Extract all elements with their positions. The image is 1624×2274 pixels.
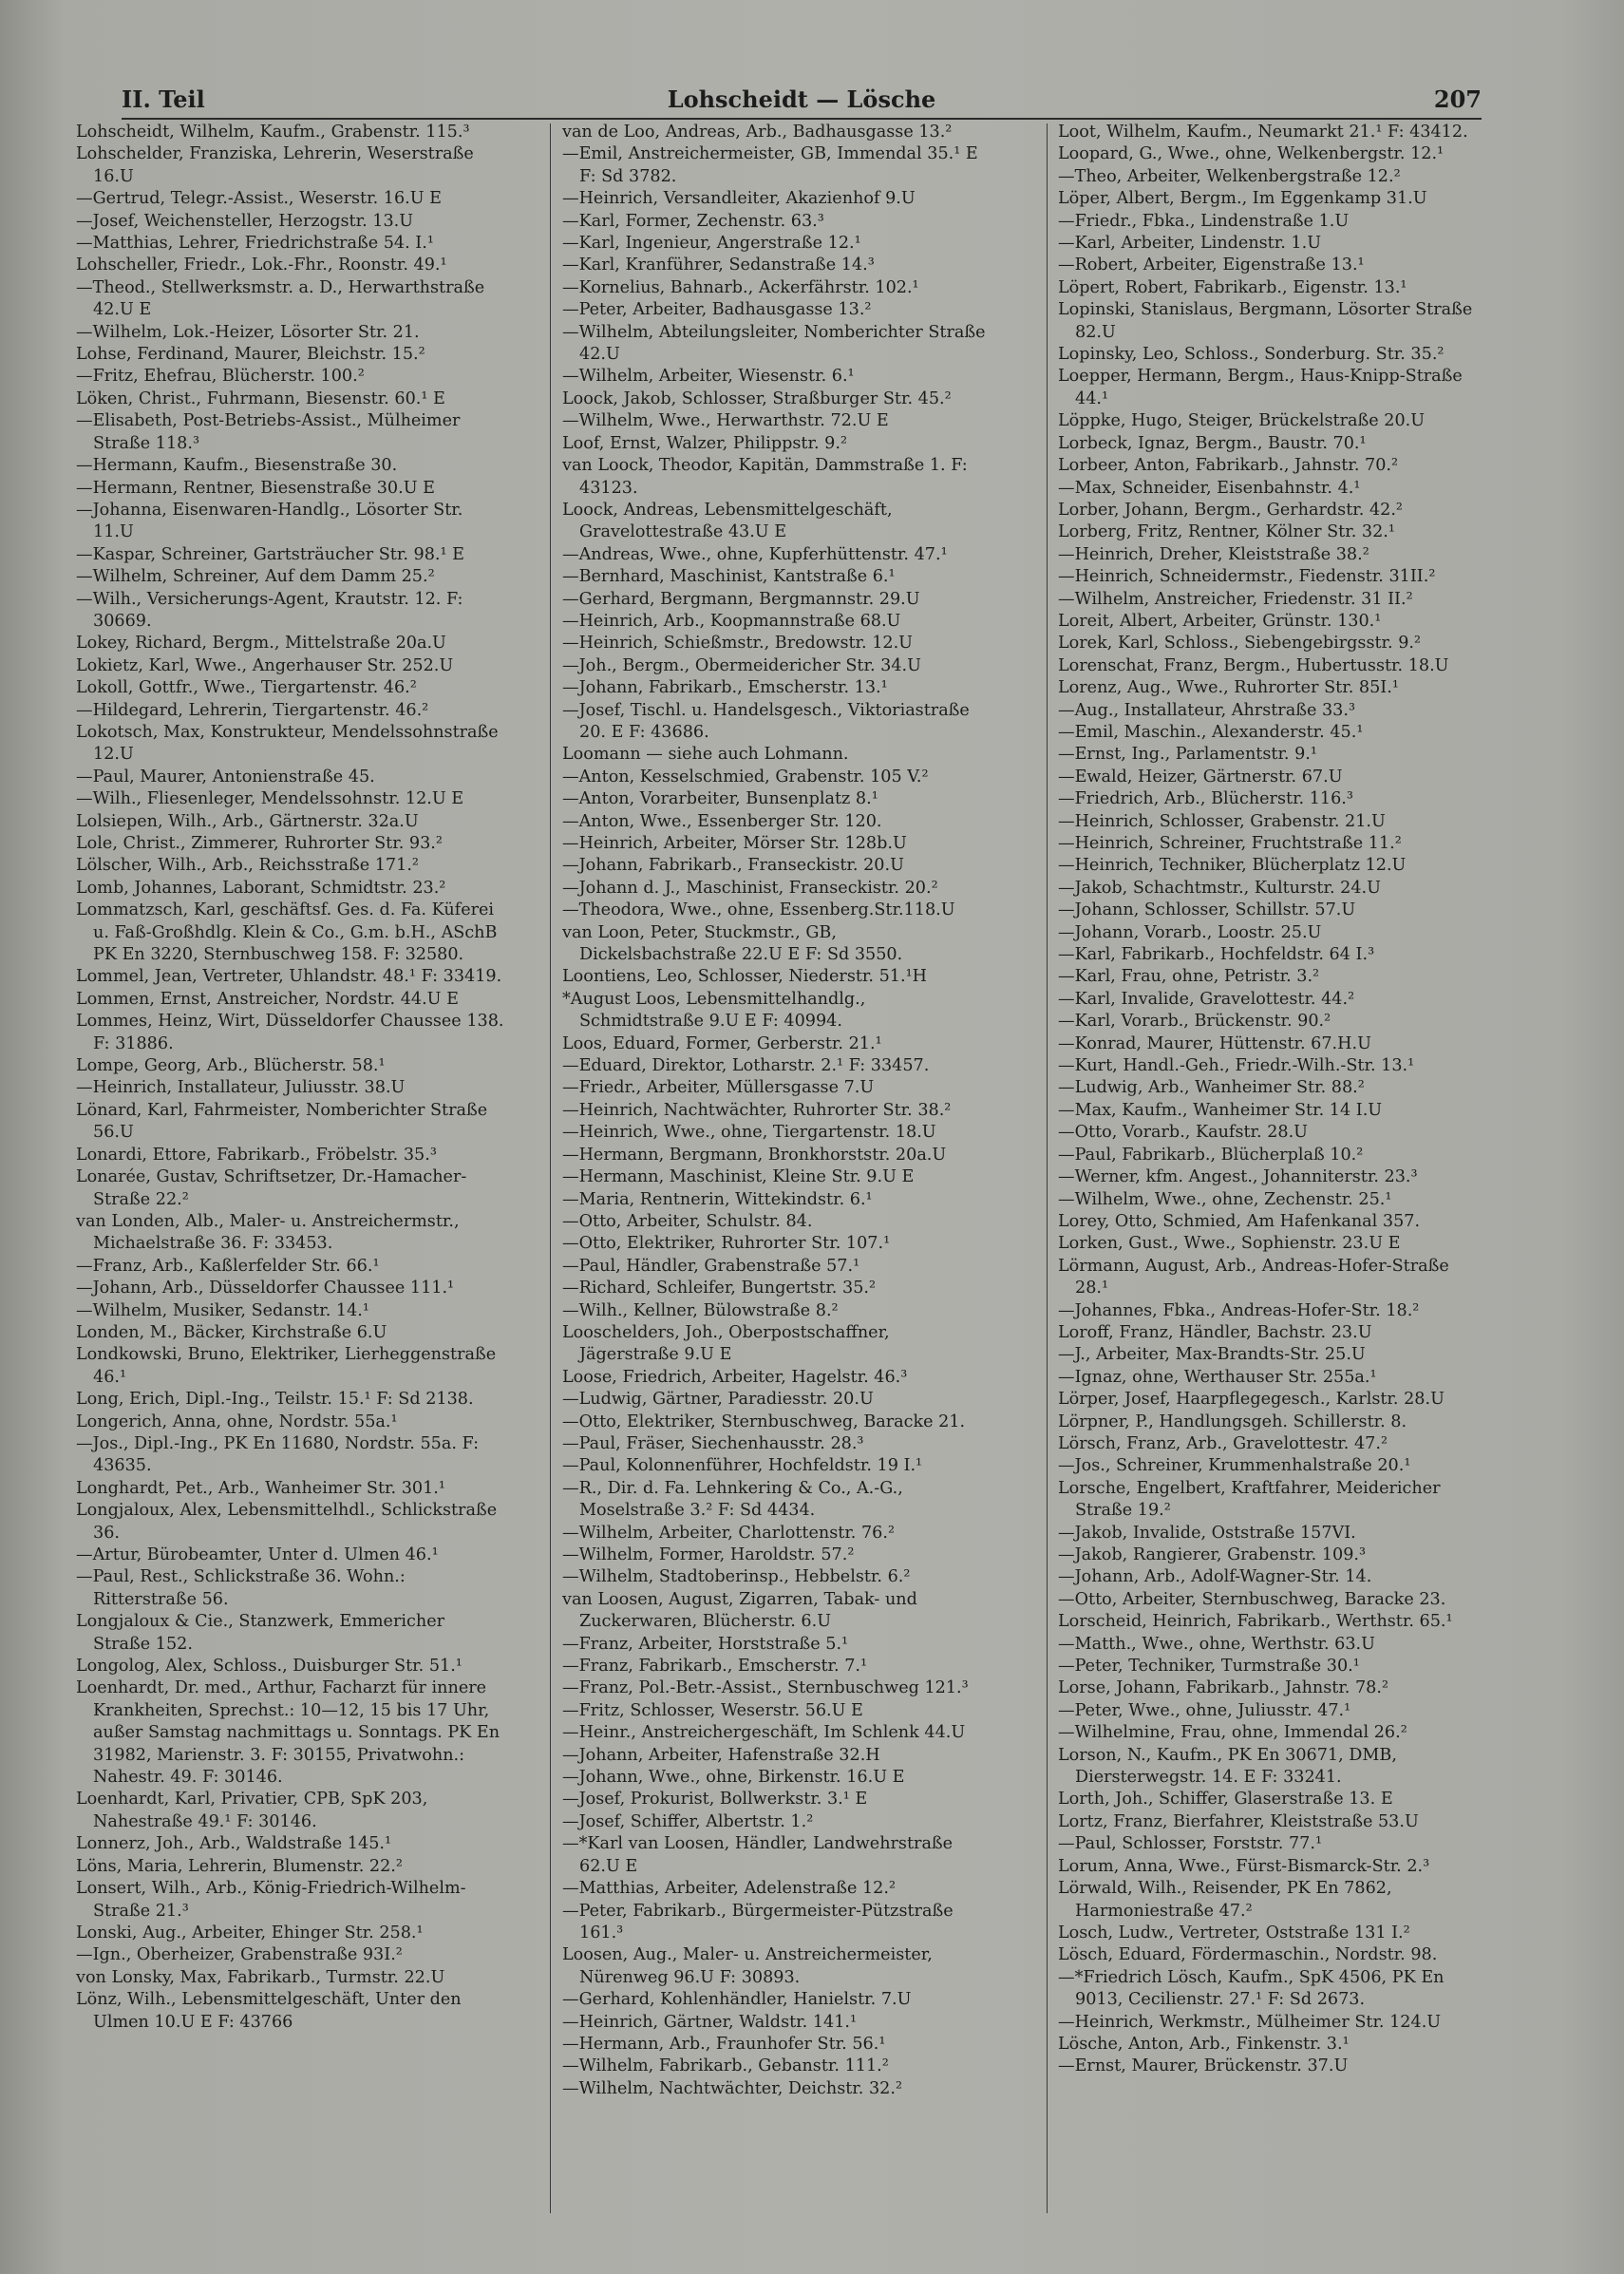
directory-entry: —Paul, Kolonnenführer, Hochfeldstr. 19 I.¹ xyxy=(562,1456,923,1476)
directory-entry: —Heinrich, Nachtwächter, Ruhrorter Str. 38.² xyxy=(562,1100,952,1120)
section-label: II. Teil xyxy=(122,85,205,113)
directory-entry: —Kaspar, Schreiner, Gartsträucher Str. 98.¹ E xyxy=(76,544,464,564)
directory-entry: —Johanna, Eisenwaren-Handlg., Lösorter Str. 11.U xyxy=(76,500,463,542)
directory-entry: van de Loo, Andreas, Arb., Badhausgasse 13.² xyxy=(562,123,953,142)
directory-entry: —Franz, Fabrikarb., Emscherstr. 7.¹ xyxy=(562,1657,868,1677)
directory-entry: —Wilhelm, Arbeiter, Wiesenstr. 6.¹ xyxy=(562,367,855,387)
directory-entry: —Robert, Arbeiter, Eigenstraße 13.¹ xyxy=(1058,256,1365,275)
directory-entry: —Ewald, Heizer, Gärtnerstr. 67.U xyxy=(1058,767,1343,786)
directory-entry: —Fritz, Ehefrau, Blücherstr. 100.² xyxy=(76,367,365,387)
directory-entry: Lörpner, P., Handlungsgeh. Schillerstr. 8. xyxy=(1058,1412,1407,1431)
directory-entry: —Karl, Vorarb., Brückenstr. 90.² xyxy=(1058,1012,1331,1032)
directory-entry: Longerich, Anna, ohne, Nordstr. 55a.¹ xyxy=(76,1412,398,1431)
directory-entry: —Fritz, Schlosser, Weserstr. 56.U E xyxy=(562,1700,863,1720)
directory-entry: Lönard, Karl, Fahrmeister, Nomberichter Straße 56.U xyxy=(76,1100,488,1143)
directory-entry: —Karl, Arbeiter, Lindenstr. 1.U xyxy=(1058,234,1322,254)
directory-entry: —Jakob, Rangierer, Grabenstr. 109.³ xyxy=(1058,1545,1367,1564)
directory-entry: Losch, Ludw., Vertreter, Oststraße 131 I.² xyxy=(1058,1923,1410,1942)
directory-entry: Lorson, N., Kaufm., PK En 30671, DMB, Diersterwegstr. 14. E F: 33241. xyxy=(1058,1745,1397,1788)
running-head: Lohscheidt — Lösche xyxy=(667,85,936,113)
directory-entry: Löpert, Robert, Fabrikarb., Eigenstr. 13.¹ xyxy=(1058,277,1407,297)
directory-entry: Lonnerz, Joh., Arb., Waldstraße 145.¹ xyxy=(76,1834,392,1854)
directory-entry: —Peter, Arbeiter, Badhausgasse 13.² xyxy=(562,300,872,320)
directory-entry: Lorscheid, Heinrich, Fabrikarb., Werthstr. 65.¹ xyxy=(1058,1612,1453,1632)
directory-entry: —Jakob, Invalide, Oststraße 157VI. xyxy=(1058,1523,1356,1543)
directory-entry: Loopard, G., Wwe., ohne, Welkenbergstr. 12.¹ xyxy=(1058,144,1445,164)
directory-entry: Lonski, Aug., Arbeiter, Ehinger Str. 258.¹ xyxy=(76,1923,424,1942)
directory-entry: —Karl, Former, Zechenstr. 63.³ xyxy=(562,211,824,231)
directory-entry: —Heinrich, Installateur, Juliusstr. 38.U xyxy=(76,1078,406,1098)
column-3 xyxy=(1058,122,1487,2078)
directory-entry: —Theodora, Wwe., ohne, Essenberg.Str.118.U xyxy=(562,900,955,920)
directory-entry: Loroff, Franz, Händler, Bachstr. 23.U xyxy=(1058,1322,1372,1342)
directory-entry: —Johann, Arb., Düsseldorfer Chaussee 111.¹ xyxy=(76,1279,455,1298)
directory-entry: —Ludwig, Arb., Wanheimer Str. 88.² xyxy=(1058,1078,1365,1098)
directory-entry: Loomann — siehe auch Lohmann. xyxy=(562,745,849,765)
directory-entry: Loos, Eduard, Former, Gerberstr. 21.¹ xyxy=(562,1033,882,1053)
directory-entry: —Emil, Anstreichermeister, GB, Immendal 35.¹ E F: Sd 3782. xyxy=(562,144,978,186)
column-1 xyxy=(76,122,505,2034)
directory-entry: Loot, Wilhelm, Kaufm., Neumarkt 21.¹ F: 43412. xyxy=(1058,123,1468,142)
directory-entry: Lörper, Josef, Haarpflegegesch., Karlstr. 28.U xyxy=(1058,1390,1445,1410)
directory-entry: Löppke, Hugo, Steiger, Brückelstraße 20.U xyxy=(1058,411,1426,431)
directory-entry: —Wilhelm, Wwe., Herwarthstr. 72.U E xyxy=(562,411,889,431)
directory-entry: van Loosen, August, Zigarren, Tabak- und Zuckerwaren, Blücherstr. 6.U xyxy=(562,1589,917,1632)
directory-entry: Lorken, Gust., Wwe., Sophienstr. 23.U E xyxy=(1058,1234,1401,1254)
directory-entry: —Johann d. J., Maschinist, Franseckistr. 20.² xyxy=(562,878,938,898)
directory-entry: Londkowski, Bruno, Elektriker, Lierheggenstraße 46.¹ xyxy=(76,1345,497,1387)
directory-entry: Löns, Maria, Lehrerin, Blumenstr. 22.² xyxy=(76,1856,403,1876)
directory-entry: —Wilhelm, Anstreicher, Friedenstr. 31 II.² xyxy=(1058,589,1413,609)
directory-entry: Lörwald, Wilh., Reisender, PK En 7862, Harmoniestraße 47.² xyxy=(1058,1879,1392,1921)
directory-entry: Loreit, Albert, Arbeiter, Grünstr. 130.¹ xyxy=(1058,611,1382,631)
directory-entry: Lorsche, Engelbert, Kraftfahrer, Meidericher Straße 19.² xyxy=(1058,1478,1441,1521)
directory-entry: —Johann, Fabrikarb., Franseckistr. 20.U xyxy=(562,856,904,876)
directory-entry: Loose, Friedrich, Arbeiter, Hagelstr. 46.³ xyxy=(562,1367,908,1387)
directory-entry: —Paul, Maurer, Antonienstraße 45. xyxy=(76,767,375,786)
directory-entry: Lorey, Otto, Schmied, Am Hafenkanal 357. xyxy=(1058,1211,1421,1231)
directory-entry: Lole, Christ., Zimmerer, Ruhrorter Str. 93.² xyxy=(76,834,443,853)
directory-entry: Lohse, Ferdinand, Maurer, Bleichstr. 15.² xyxy=(76,345,425,365)
directory-entry: —Heinrich, Schlosser, Grabenstr. 21.U xyxy=(1058,811,1386,831)
directory-entry: Lorenschat, Franz, Bergm., Hubertusstr. 18.U xyxy=(1058,655,1449,675)
directory-entry: —Maria, Rentnerin, Wittekindstr. 6.¹ xyxy=(562,1189,873,1209)
directory-entry: —Matthias, Lehrer, Friedrichstraße 54. I.¹ xyxy=(76,234,434,254)
directory-entry: —Peter, Techniker, Turmstraße 30.¹ xyxy=(1058,1657,1360,1677)
directory-entry: —Kurt, Handl.-Geh., Friedr.-Wilh.-Str. 13.¹ xyxy=(1058,1056,1415,1076)
directory-entry: Lörsch, Franz, Arb., Gravelottestr. 47.² xyxy=(1058,1433,1388,1453)
directory-entry: —Heinrich, Arbeiter, Mörser Str. 128b.U xyxy=(562,834,907,853)
column-divider xyxy=(550,123,551,2213)
directory-entry: Looschelders, Joh., Oberpostschaffner, Jägerstraße 9.U E xyxy=(562,1322,890,1365)
directory-entry: —J., Arbeiter, Max-Brandts-Str. 25.U xyxy=(1058,1345,1366,1365)
directory-entry: —*Karl van Loosen, Händler, Landwehrstraße 62.U E xyxy=(562,1834,954,1876)
directory-entry: Lomb, Johannes, Laborant, Schmidtstr. 23.² xyxy=(76,878,446,898)
directory-entry: —Wilhelm, Lok.-Heizer, Lösorter Str. 21. xyxy=(76,322,420,342)
directory-entry: —Matthias, Arbeiter, Adelenstraße 12.² xyxy=(562,1879,896,1899)
directory-entry: Loontiens, Leo, Schlosser, Niederstr. 51.¹H xyxy=(562,967,927,987)
column-2 xyxy=(562,122,991,2100)
directory-entry: —Heinrich, Arb., Koopmannstraße 68.U xyxy=(562,611,901,631)
directory-entry: Lorenz, Aug., Wwe., Ruhrorter Str. 85I.¹ xyxy=(1058,678,1399,698)
directory-entry: Löper, Albert, Bergm., Im Eggenkamp 31.U xyxy=(1058,189,1427,209)
directory-entry: —Peter, Fabrikarb., Bürgermeister-Pützstraße 161.³ xyxy=(562,1901,954,1942)
directory-entry: van Londen, Alb., Maler- u. Anstreichermstr., Michaelstraße 36. F: 33453. xyxy=(76,1211,460,1254)
directory-entry: —Karl, Ingenieur, Angerstraße 12.¹ xyxy=(562,234,861,254)
directory-entry: —Jos., Schreiner, Krummenhalstraße 20.¹ xyxy=(1058,1456,1411,1476)
directory-entry: —Hildegard, Lehrerin, Tiergartenstr. 46.² xyxy=(76,700,429,720)
directory-entry: —Ernst, Maurer, Brückenstr. 37.U xyxy=(1058,2056,1349,2076)
directory-entry: —Franz, Arb., Kaßlerfelder Str. 66.¹ xyxy=(76,1256,380,1276)
directory-entry: Lölscher, Wilh., Arb., Reichsstraße 171.² xyxy=(76,856,419,876)
directory-entry: Longjaloux, Alex, Lebensmittelhdl., Schlickstraße 36. xyxy=(76,1501,498,1543)
directory-entry: Lösch, Eduard, Fördermaschin., Nordstr. 98. xyxy=(1058,1945,1438,1965)
directory-entry: Loepper, Hermann, Bergm., Haus-Knipp-Straße 44.¹ xyxy=(1058,367,1463,408)
directory-entry: —Ign., Oberheizer, Grabenstraße 93I.² xyxy=(76,1945,403,1965)
directory-entry: Loof, Ernst, Walzer, Philippstr. 9.² xyxy=(562,433,847,453)
directory-entry: Lorber, Johann, Bergm., Gerhardstr. 42.² xyxy=(1058,500,1403,520)
directory-entry: Longjaloux & Cie., Stanzwerk, Emmericher Straße 152. xyxy=(76,1612,445,1654)
directory-entry: Loenhardt, Karl, Privatier, CPB, SpK 203, Nahestraße 49.¹ F: 30146. xyxy=(76,1790,428,1831)
directory-entry: —Hermann, Arb., Fraunhofer Str. 56.¹ xyxy=(562,2034,886,2054)
directory-entry: —Wilh., Fliesenleger, Mendelssohnstr. 12.U E xyxy=(76,789,464,809)
directory-entry: —Friedrich, Arb., Blücherstr. 116.³ xyxy=(1058,789,1353,809)
directory-entry: Lorberg, Fritz, Rentner, Kölner Str. 32.¹ xyxy=(1058,522,1395,542)
directory-entry: —Johann, Arb., Adolf-Wagner-Str. 14. xyxy=(1058,1567,1372,1587)
directory-entry: —Jakob, Schachtmstr., Kulturstr. 24.U xyxy=(1058,878,1381,898)
directory-entry: —Heinrich, Gärtner, Waldstr. 141.¹ xyxy=(562,2012,858,2032)
directory-entry: —Heinrich, Wwe., ohne, Tiergartenstr. 18.U xyxy=(562,1123,936,1143)
directory-entry: Lokey, Richard, Bergm., Mittelstraße 20a.U xyxy=(76,634,446,654)
directory-entry: Longhardt, Pet., Arb., Wanheimer Str. 301.¹ xyxy=(76,1478,445,1498)
directory-entry: —R., Dir. d. Fa. Lehnkering & Co., A.-G., Moselstraße 3.² F: Sd 4434. xyxy=(562,1478,903,1521)
directory-entry: Lompe, Georg, Arb., Blücherstr. 58.¹ xyxy=(76,1056,386,1076)
directory-entry: —Wilh., Kellner, Bülowstraße 8.² xyxy=(562,1300,839,1320)
page-header xyxy=(122,84,1482,120)
directory-entry: Lortz, Franz, Bierfahrer, Kleiststraße 53.U xyxy=(1058,1811,1419,1831)
directory-entry: Loock, Jakob, Schlosser, Straßburger Str. 45.² xyxy=(562,388,952,408)
directory-entry: —Hermann, Bergmann, Bronkhorststr. 20a.U xyxy=(562,1145,947,1165)
directory-entry: —Franz, Arbeiter, Horststraße 5.¹ xyxy=(562,1634,849,1654)
directory-entry: Londen, M., Bäcker, Kirchstraße 6.U xyxy=(76,1322,387,1342)
directory-entry: —Konrad, Maurer, Hüttenstr. 67.H.U xyxy=(1058,1033,1371,1053)
directory-entry: Lorum, Anna, Wwe., Fürst-Bismarck-Str. 2.³ xyxy=(1058,1856,1430,1876)
directory-entry: Lorth, Joh., Schiffer, Glaserstraße 13. E xyxy=(1058,1790,1393,1810)
directory-entry: —Heinrich, Versandleiter, Akazienhof 9.U xyxy=(562,189,916,209)
directory-entry: *August Loos, Lebensmittelhandlg., Schmidtstraße 9.U E F: 40994. xyxy=(562,989,866,1032)
directory-entry: —Wilhelm, Fabrikarb., Gebanstr. 111.² xyxy=(562,2056,889,2076)
directory-entry: —Ignaz, ohne, Werthauser Str. 255a.¹ xyxy=(1058,1367,1377,1387)
directory-entry: Lommes, Heinz, Wirt, Düsseldorfer Chaussee 138. F: 31886. xyxy=(76,1012,504,1053)
directory-entry: —Otto, Arbeiter, Schulstr. 84. xyxy=(562,1211,813,1231)
directory-entry: Loock, Andreas, Lebensmittelgeschäft, Gravelottestraße 43.U E xyxy=(562,500,893,542)
directory-entry: —Johann, Wwe., ohne, Birkenstr. 16.U E xyxy=(562,1768,905,1788)
directory-entry: —Artur, Bürobeamter, Unter d. Ulmen 46.¹ xyxy=(76,1545,439,1564)
directory-entry: Lorbeer, Anton, Fabrikarb., Jahnstr. 70.² xyxy=(1058,456,1399,476)
directory-entry: —Franz, Pol.-Betr.-Assist., Sternbuschweg 121.³ xyxy=(562,1678,969,1698)
directory-entry: —Anton, Kesselschmied, Grabenstr. 105 V.² xyxy=(562,767,929,786)
directory-entry: —Ludwig, Gärtner, Paradiesstr. 20.U xyxy=(562,1390,874,1410)
directory-entry: Lokietz, Karl, Wwe., Angerhauser Str. 252.U xyxy=(76,655,454,675)
directory-entry: —Heinrich, Werkmstr., Mülheimer Str. 124.U xyxy=(1058,2012,1442,2032)
directory-entry: Lohschelder, Franziska, Lehrerin, Weserstraße 16.U xyxy=(76,144,474,186)
directory-entry: —Otto, Vorarb., Kaufstr. 28.U xyxy=(1058,1123,1309,1143)
directory-entry: —Peter, Wwe., ohne, Juliusstr. 47.¹ xyxy=(1058,1700,1351,1720)
directory-entry: —Karl, Kranführer, Sedanstraße 14.³ xyxy=(562,256,875,275)
directory-entry: Loosen, Aug., Maler- u. Anstreichermeister, Nürenweg 96.U F: 30893. xyxy=(562,1945,933,1987)
directory-entry: —Werner, kfm. Angest., Johanniterstr. 23.³ xyxy=(1058,1167,1418,1187)
directory-entry: —Anton, Vorarbeiter, Bunsenplatz 8.¹ xyxy=(562,789,878,809)
directory-entry: —Heinrich, Techniker, Blücherplatz 12.U xyxy=(1058,856,1407,876)
directory-entry: —Heinrich, Schießmstr., Bredowstr. 12.U xyxy=(562,634,914,654)
directory-entry: —Wilhelm, Stadtoberinsp., Hebbelstr. 6.² xyxy=(562,1567,911,1587)
directory-entry: Löken, Christ., Fuhrmann, Biesenstr. 60.¹ E xyxy=(76,388,445,408)
directory-entry: Lorek, Karl, Schloss., Siebengebirgsstr. 9.² xyxy=(1058,634,1422,654)
directory-entry: —Josef, Weichensteller, Herzogstr. 13.U xyxy=(76,211,414,231)
directory-entry: —Wilhelm, Musiker, Sedanstr. 14.¹ xyxy=(76,1300,369,1320)
directory-entry: —Johann, Arbeiter, Hafenstraße 32.H xyxy=(562,1745,880,1765)
directory-entry: Lokoll, Gottfr., Wwe., Tiergartenstr. 46.² xyxy=(76,678,417,698)
directory-entry: —Hermann, Maschinist, Kleine Str. 9.U E xyxy=(562,1167,915,1187)
directory-entry: —Paul, Fabrikarb., Blücherplaß 10.² xyxy=(1058,1145,1364,1165)
directory-entry: —Heinr., Anstreichergeschäft, Im Schlenk 44.U xyxy=(562,1723,966,1743)
directory-entry: von Lonsky, Max, Fabrikarb., Turmstr. 22.U xyxy=(76,1967,445,1987)
directory-entry: van Loock, Theodor, Kapitän, Dammstraße 1. F: 43123. xyxy=(562,456,968,498)
column-divider xyxy=(1047,123,1048,2213)
directory-entry: Lopinski, Stanislaus, Bergmann, Lösorter Straße 82.U xyxy=(1058,300,1473,342)
directory-entry: Lonardi, Ettore, Fabrikarb., Fröbelstr. 35.³ xyxy=(76,1145,437,1165)
directory-entry: —Hermann, Kaufm., Biesenstraße 30. xyxy=(76,456,398,476)
directory-entry: —Joh., Bergm., Obermeidericher Str. 34.U xyxy=(562,655,921,675)
directory-entry: Lorse, Johann, Fabrikarb., Jahnstr. 78.² xyxy=(1058,1678,1389,1698)
directory-entry: —Wilhelmine, Frau, ohne, Immendal 26.² xyxy=(1058,1723,1407,1743)
directory-entry: —Elisabeth, Post-Betriebs-Assist., Mülheimer Straße 118.³ xyxy=(76,411,461,453)
directory-entry: Lorbeck, Ignaz, Bergm., Baustr. 70.¹ xyxy=(1058,433,1367,453)
directory-entry: —Gertrud, Telegr.-Assist., Weserstr. 16.U E xyxy=(76,189,443,209)
directory-entry: Lommatzsch, Karl, geschäftsf. Ges. d. Fa. Küferei u. Faß-Großhdlg. Klein & Co., G.m. b.H., ASchB PK En 3220, Sternbuschweg 158. F: 32580. xyxy=(76,900,498,965)
directory-entry: Lopinsky, Leo, Schloss., Sonderburg. Str. 35.² xyxy=(1058,345,1445,365)
directory-entry: —Heinrich, Schreiner, Fruchtstraße 11.² xyxy=(1058,834,1402,853)
directory-entry: —Paul, Schlosser, Forststr. 77.¹ xyxy=(1058,1834,1323,1854)
directory-entry: Lösche, Anton, Arb., Finkenstr. 3.¹ xyxy=(1058,2034,1350,2054)
directory-entry: van Loon, Peter, Stuckmstr., GB, Dickelsbachstraße 22.U E F: Sd 3550. xyxy=(562,922,903,965)
directory-entry: —Wilh., Versicherungs-Agent, Krautstr. 12. F: 30669. xyxy=(76,589,463,631)
directory-entry: —Matth., Wwe., ohne, Werthstr. 63.U xyxy=(1058,1634,1375,1654)
directory-entry: —Max, Schneider, Eisenbahnstr. 4.¹ xyxy=(1058,478,1361,498)
directory-entry: —Josef, Schiffer, Albertstr. 1.² xyxy=(562,1811,814,1831)
directory-entry: Lonsert, Wilh., Arb., König-Friedrich-Wilhelm-Straße 21.³ xyxy=(76,1879,466,1921)
directory-entry: —Wilhelm, Former, Haroldstr. 57.² xyxy=(562,1545,855,1564)
directory-entry: Long, Erich, Dipl.-Ing., Teilstr. 15.¹ F: Sd 2138. xyxy=(76,1390,474,1410)
directory-entry: Longolog, Alex, Schloss., Duisburger Str. 51.¹ xyxy=(76,1657,463,1677)
directory-entry: —Heinrich, Schneidermstr., Fiedenstr. 31II.² xyxy=(1058,567,1436,587)
directory-entry: —Johannes, Fbka., Andreas-Hofer-Str. 18.² xyxy=(1058,1300,1420,1320)
directory-entry: —Kornelius, Bahnarb., Ackerfährstr. 102.¹ xyxy=(562,277,919,297)
directory-entry: —Ernst, Ing., Parlamentstr. 9.¹ xyxy=(1058,745,1317,765)
directory-entry: —Heinrich, Dreher, Kleiststraße 38.² xyxy=(1058,544,1369,564)
directory-entry: —Andreas, Wwe., ohne, Kupferhüttenstr. 47.¹ xyxy=(562,544,948,564)
directory-entry: —Theod., Stellwerksmstr. a. D., Herwarthstraße 42.U E xyxy=(76,277,485,320)
directory-entry: —Karl, Invalide, Gravelottestr. 44.² xyxy=(1058,989,1355,1009)
directory-entry: —Otto, Arbeiter, Sternbuschweg, Baracke 23. xyxy=(1058,1589,1446,1609)
directory-entry: —Bernhard, Maschinist, Kantstraße 6.¹ xyxy=(562,567,896,587)
directory-entry: Lommen, Ernst, Anstreicher, Nordstr. 44.U E xyxy=(76,989,459,1009)
directory-entry: Lohscheller, Friedr., Lok.-Fhr., Roonstr. 49.¹ xyxy=(76,256,447,275)
directory-entry: —Wilhelm, Arbeiter, Charlottenstr. 76.² xyxy=(562,1523,896,1543)
directory-entry: —Johann, Schlosser, Schillstr. 57.U xyxy=(1058,900,1356,920)
directory-entry: —*Friedrich Lösch, Kaufm., SpK 4506, PK En 9013, Cecilienstr. 27.¹ F: Sd 2673. xyxy=(1058,1967,1445,2010)
directory-entry: Lohscheidt, Wilhelm, Kaufm., Grabenstr. 115.³ xyxy=(76,123,470,142)
directory-entry: —Otto, Elektriker, Ruhrorter Str. 107.¹ xyxy=(562,1234,891,1254)
directory-entry: —Aug., Installateur, Ahrstraße 33.³ xyxy=(1058,700,1355,720)
page-number: 207 xyxy=(1433,85,1482,113)
directory-entry: Lolsiepen, Wilh., Arb., Gärtnerstr. 32a.U xyxy=(76,811,419,831)
directory-entry: —Wilhelm, Wwe., ohne, Zechenstr. 25.¹ xyxy=(1058,1189,1392,1209)
directory-entry: —Jos., Dipl.-Ing., PK En 11680, Nordstr. 55a. F: 43635. xyxy=(76,1433,480,1476)
directory-entry: —Karl, Frau, ohne, Petristr. 3.² xyxy=(1058,967,1320,987)
directory-entry: —Paul, Händler, Grabenstraße 57.¹ xyxy=(562,1256,860,1276)
directory-entry: —Theo, Arbeiter, Welkenbergstraße 12.² xyxy=(1058,166,1401,186)
directory-entry: —Richard, Schleifer, Bungertstr. 35.² xyxy=(562,1279,877,1298)
directory-entry: Lokotsch, Max, Konstrukteur, Mendelssohnstraße 12.U xyxy=(76,722,499,765)
directory-entry: Lönz, Wilh., Lebensmittelgeschäft, Unter den Ulmen 10.U E F: 43766 xyxy=(76,1990,462,2032)
directory-entry: —Otto, Elektriker, Sternbuschweg, Baracke 21. xyxy=(562,1412,966,1431)
directory-entry: —Josef, Tischl. u. Handelsgesch., Viktoriastraße 20. E F: 43686. xyxy=(562,700,970,742)
directory-entry: —Max, Kaufm., Wanheimer Str. 14 I.U xyxy=(1058,1100,1383,1120)
directory-entry: —Emil, Maschin., Alexanderstr. 45.¹ xyxy=(1058,722,1364,742)
directory-entry: —Friedr., Fbka., Lindenstraße 1.U xyxy=(1058,211,1350,231)
directory-entry: —Hermann, Rentner, Biesenstraße 30.U E xyxy=(76,478,435,498)
directory-entry: —Gerhard, Kohlenhändler, Hanielstr. 7.U xyxy=(562,1990,912,2010)
directory-entry: —Josef, Prokurist, Bollwerkstr. 3.¹ E xyxy=(562,1790,868,1810)
directory-entry: —Friedr., Arbeiter, Müllersgasse 7.U xyxy=(562,1078,875,1098)
directory-entry: —Eduard, Direktor, Lotharstr. 2.¹ F: 33457. xyxy=(562,1056,930,1076)
directory-entry: —Wilhelm, Nachtwächter, Deichstr. 32.² xyxy=(562,2078,902,2098)
directory-entry: —Paul, Fräser, Siechenhausstr. 28.³ xyxy=(562,1433,864,1453)
directory-entry: Lörmann, August, Arb., Andreas-Hofer-Straße 28.¹ xyxy=(1058,1256,1449,1298)
directory-entry: Loenhardt, Dr. med., Arthur, Facharzt für innere Krankheiten, Sprechst.: 10—12, 15 bis 17 Uhr, außer Samstag nachmittags u. Sonntags. PK En 31982, Marienstr. 3. F: 30155, Privatwohn.: Nahestr. 49. F: 30146. xyxy=(76,1678,500,1788)
directory-entry: —Wilhelm, Abteilungsleiter, Nomberichter Straße 42.U xyxy=(562,322,986,365)
directory-entry: —Johann, Vorarb., Loostr. 25.U xyxy=(1058,922,1322,942)
directory-entry: —Johann, Fabrikarb., Emscherstr. 13.¹ xyxy=(562,678,888,698)
directory-entry: —Wilhelm, Schreiner, Auf dem Damm 25.² xyxy=(76,567,435,587)
directory-entry: —Paul, Rest., Schlickstraße 36. Wohn.: Ritterstraße 56. xyxy=(76,1567,406,1609)
directory-entry: —Gerhard, Bergmann, Bergmannstr. 29.U xyxy=(562,589,920,609)
directory-entry: —Anton, Wwe., Essenberger Str. 120. xyxy=(562,811,882,831)
directory-entry: Lonarée, Gustav, Schriftsetzer, Dr.-Hamacher-Straße 22.² xyxy=(76,1167,467,1209)
directory-entry: Lommel, Jean, Vertreter, Uhlandstr. 48.¹ F: 33419. xyxy=(76,967,502,987)
directory-entry: —Karl, Fabrikarb., Hochfeldstr. 64 I.³ xyxy=(1058,945,1375,965)
